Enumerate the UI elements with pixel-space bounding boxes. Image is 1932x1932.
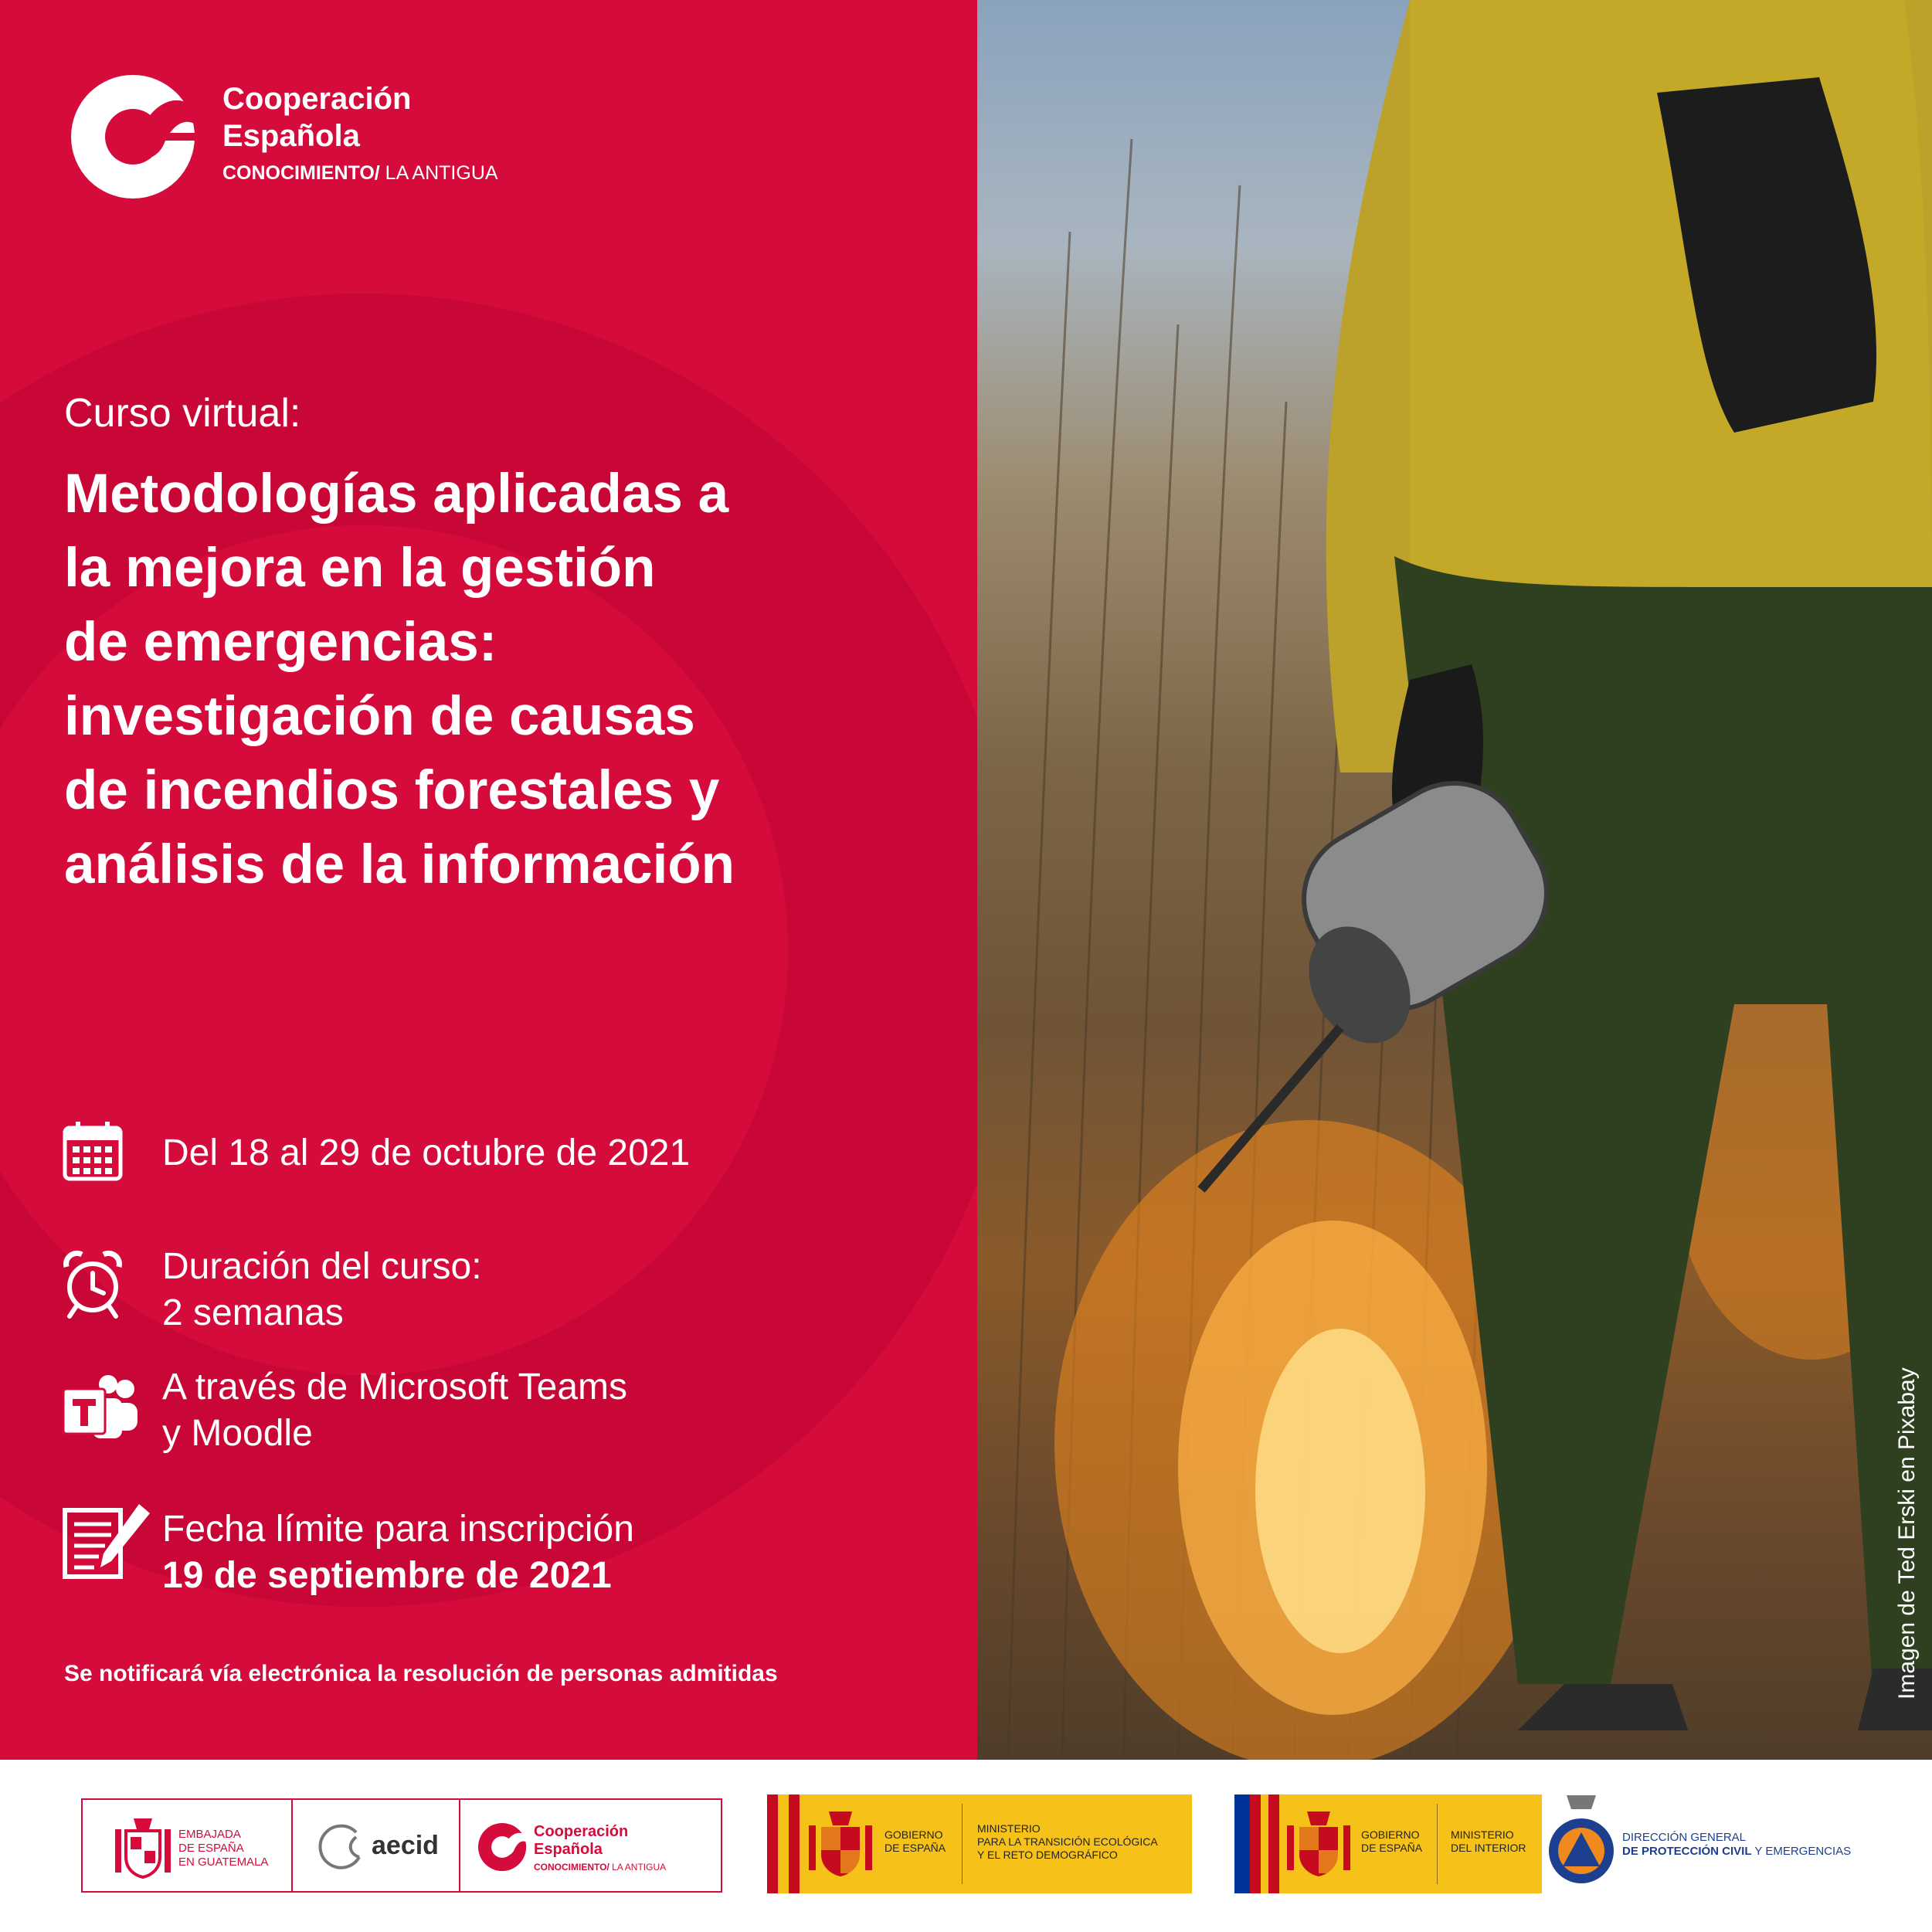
alarm-clock-icon	[62, 1250, 124, 1319]
course-duration	[162, 1244, 482, 1336]
coop-line3-bold: CONOCIMIENTO/	[534, 1862, 609, 1873]
dg-line1: DIRECCIÓN GENERAL	[1622, 1831, 1747, 1844]
coop-line3-rest: LA ANTIGUA	[609, 1862, 667, 1873]
cooperacion-logo-icon	[71, 71, 202, 202]
coop-line2: Española	[534, 1841, 603, 1858]
aecid-text: aecid	[372, 1831, 439, 1860]
embassy-text	[178, 1828, 268, 1869]
ministry-line: MINISTERIO	[977, 1822, 1041, 1835]
photo-credit: Imagen de Ted Erski en Pixabay	[1894, 1367, 1920, 1699]
gov-line: DE ESPAÑA	[885, 1842, 946, 1854]
title-line: Metodologías aplicadas a	[64, 463, 729, 525]
firefighter-photo	[977, 0, 1932, 1760]
gov-line: DE ESPAÑA	[1361, 1842, 1423, 1854]
title-line: la mejora en la gestión	[64, 538, 656, 599]
brand-line3	[222, 162, 498, 185]
gov-line: GOBIERNO	[1361, 1828, 1420, 1841]
embassy-line: DE ESPAÑA	[178, 1842, 244, 1855]
gov-interior-logo	[1234, 1794, 1542, 1893]
dg-line2-bold: DE PROTECCIÓN CIVIL	[1622, 1845, 1752, 1858]
logo-divider	[1437, 1804, 1438, 1884]
coop-line1: Cooperación	[534, 1823, 629, 1840]
course-title	[64, 457, 945, 902]
embassy-line: EMBAJADA	[178, 1828, 241, 1841]
ministry-line: PARA LA TRANSICIÓN ECOLÓGICA	[977, 1835, 1158, 1848]
platform-line2: y Moodle	[162, 1413, 313, 1454]
admission-notice: Se notificará vía electrónica la resolución de personas admitidas	[64, 1661, 778, 1686]
footer-logos	[0, 1760, 1932, 1932]
ministry-ecology-text	[977, 1822, 1158, 1862]
brand-line3-bold: CONOCIMIENTO/	[222, 162, 380, 184]
flag-stripe	[789, 1794, 800, 1893]
duration-value: 2 semanas	[162, 1292, 344, 1333]
logo-divider	[962, 1804, 963, 1884]
dg-line2-rest: Y EMERGENCIAS	[1751, 1845, 1852, 1858]
embassy-line: EN GUATEMALA	[178, 1856, 269, 1869]
deadline-date: 19 de septiembre de 2021	[162, 1555, 612, 1596]
gov-text	[1361, 1828, 1422, 1855]
coat-of-arms-icon	[1284, 1808, 1353, 1878]
civil-protection-text	[1622, 1831, 1851, 1859]
registration-deadline	[162, 1506, 634, 1599]
spanish-coat-of-arms-icon	[112, 1815, 174, 1879]
title-line: análisis de la información	[64, 834, 735, 895]
brand-text	[222, 80, 498, 185]
brand-line3-rest: LA ANTIGUA	[379, 162, 498, 184]
platform-line1: A través de Microsoft Teams	[162, 1367, 628, 1407]
flag-stripe	[1250, 1794, 1261, 1893]
civil-protection-emblem-icon	[1547, 1792, 1616, 1897]
duration-label: Duración del curso:	[162, 1246, 482, 1287]
title-line: investigación de causas	[64, 686, 695, 747]
deadline-label: Fecha límite para inscripción	[162, 1509, 634, 1550]
coop-line3	[534, 1862, 666, 1873]
flag-stripe	[1268, 1794, 1279, 1893]
photo-illustration	[977, 0, 1932, 1760]
gov-ecology-logo	[767, 1794, 1192, 1893]
ministry-interior-text	[1451, 1828, 1526, 1855]
gov-text	[885, 1828, 946, 1855]
gov-line: GOBIERNO	[885, 1828, 943, 1841]
cooperacion-small-logo-icon	[478, 1822, 529, 1873]
course-platform	[162, 1364, 627, 1457]
logo-divider	[459, 1800, 460, 1891]
ministry-line: Y EL RETO DEMOGRÁFICO	[977, 1849, 1118, 1861]
microsoft-teams-icon	[62, 1373, 139, 1445]
title-line: de emergencias:	[64, 612, 497, 673]
ministry-line: MINISTERIO	[1451, 1828, 1514, 1841]
title-line: de incendios forestales y	[64, 760, 720, 821]
course-subtitle: Curso virtual:	[64, 391, 301, 436]
dg-line2	[1622, 1845, 1851, 1859]
course-dates: Del 18 al 29 de octubre de 2021	[162, 1132, 691, 1173]
brand-line2: Española	[222, 119, 360, 153]
partner-logos-box	[81, 1798, 722, 1893]
ministry-line: DEL INTERIOR	[1451, 1842, 1526, 1854]
coop-footer-text	[534, 1823, 666, 1873]
logo-divider	[291, 1800, 293, 1891]
eu-flag-stripe	[1234, 1794, 1250, 1893]
calendar-icon	[62, 1120, 124, 1182]
flag-stripe	[767, 1794, 778, 1893]
registration-form-icon	[62, 1502, 154, 1580]
coat-of-arms-icon	[806, 1808, 875, 1878]
aecid-c-icon	[316, 1822, 367, 1873]
deadline-value	[162, 1553, 634, 1599]
brand-line1: Cooperación	[222, 82, 412, 116]
